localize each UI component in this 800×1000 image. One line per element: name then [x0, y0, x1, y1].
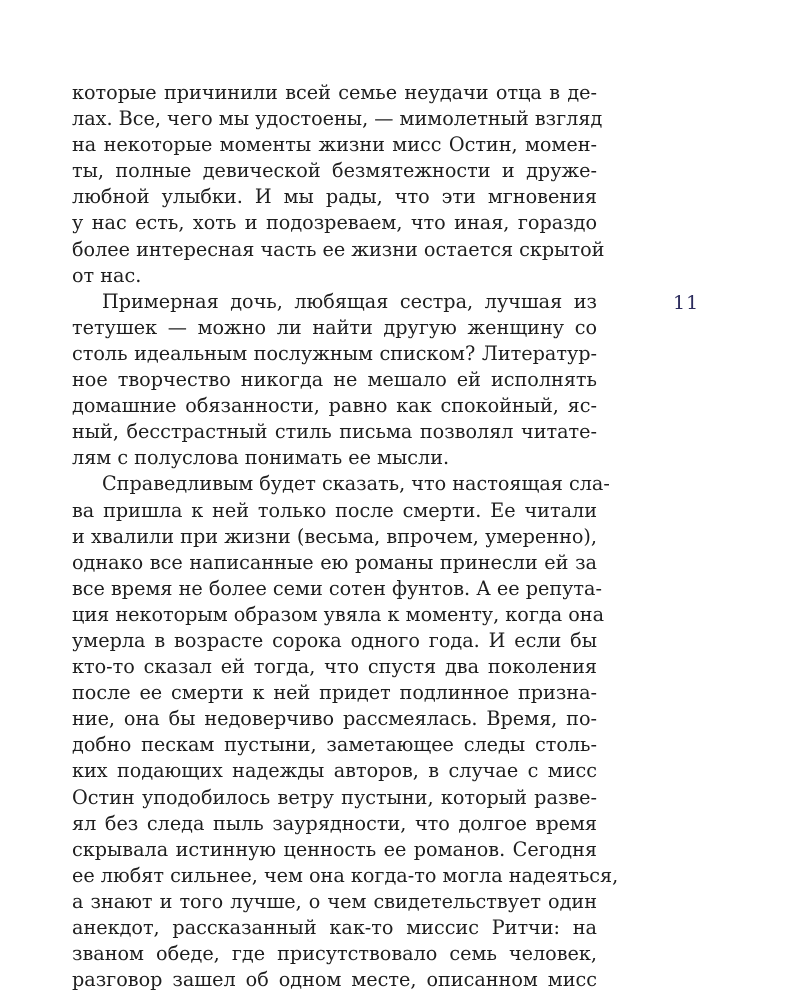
- text-line: званом обеде, где присутствовало семь человек,: [72, 942, 597, 966]
- text-line: скрывала истинную ценность ее романов. Сегодня: [72, 837, 597, 861]
- text-line: анекдот, рассказанный как-то миссис Ритчи: на: [72, 916, 597, 939]
- text-line: ее любят сильнее, чем она когда-то могла надеяться,: [72, 863, 619, 887]
- text-line: а знают и того лучше, о чем свидетельствует один: [72, 889, 597, 913]
- text-line: лах. Все, чего мы удостоены, — мимолетный взгляд: [72, 107, 603, 131]
- text-line: добно пескам пустыни, заметающее следы столь-: [72, 733, 597, 757]
- text-line: ких подающих надежды авторов, в случае с мисс: [72, 759, 597, 783]
- text-line: Остин уподобилось ветру пустыни, который разве-: [72, 785, 597, 809]
- page-number: 11: [673, 292, 700, 314]
- text-line: тетушек — можно ли найти другую женщину со: [72, 315, 597, 339]
- text-line: ял без следа пыль заурядности, что долгое время: [72, 811, 597, 835]
- text-line: ты, полные девической безмятежности и друже-: [72, 159, 597, 183]
- text-line: которые причинили всей семье неудачи отца в де-: [72, 81, 597, 104]
- text-line: на некоторые моменты жизни мисс Остин, момен-: [72, 133, 597, 157]
- text-line: разговор зашел об одном месте, описанном мисс: [72, 968, 597, 992]
- text-line: после ее смерти к ней придет подлинное призна-: [72, 681, 597, 705]
- text-line: ция некоторым образом увяла к моменту, когда она: [72, 602, 605, 626]
- text-line: домашние обязанности, равно как спокойный, яс-: [72, 394, 597, 418]
- text-line: столь идеальным послужным списком? Литератур-: [72, 341, 597, 365]
- text-line: ние, она бы недоверчиво рассмеялась. Время, по-: [72, 707, 597, 731]
- text-line: ный, бесстрастный стиль письма позволял читате-: [72, 420, 597, 444]
- text-line: кто-то сказал ей тогда, что спустя два поколения: [72, 655, 597, 679]
- text-line: от нас.: [72, 263, 142, 287]
- text-line: однако все написанные ею романы принесли ей за: [72, 550, 597, 574]
- text-line: лям с полуслова понимать ее мысли.: [72, 446, 450, 470]
- paragraph-first-line: Примерная дочь, любящая сестра, лучшая из: [102, 289, 597, 313]
- text-line: ное творчество никогда не мешало ей исполнять: [72, 368, 597, 392]
- text-line: ва пришла к ней только после смерти. Ее читали: [72, 498, 597, 522]
- text-line: более интересная часть ее жизни остается скрытой: [72, 237, 605, 261]
- text-line: все время не более семи сотен фунтов. А ее репута-: [72, 576, 602, 600]
- paragraph-first-line: Справедливым будет сказать, что настоящая сла-: [102, 472, 610, 496]
- text-line: у нас есть, хоть и подозреваем, что иная, гораздо: [72, 211, 597, 235]
- text-line: умерла в возрасте сорока одного года. И если бы: [72, 628, 597, 652]
- text-line: и хвалили при жизни (весьма, впрочем, умеренно),: [72, 524, 597, 548]
- text-line: любной улыбки. И мы рады, что эти мгновения: [72, 185, 597, 209]
- body-text: [72, 80, 619, 993]
